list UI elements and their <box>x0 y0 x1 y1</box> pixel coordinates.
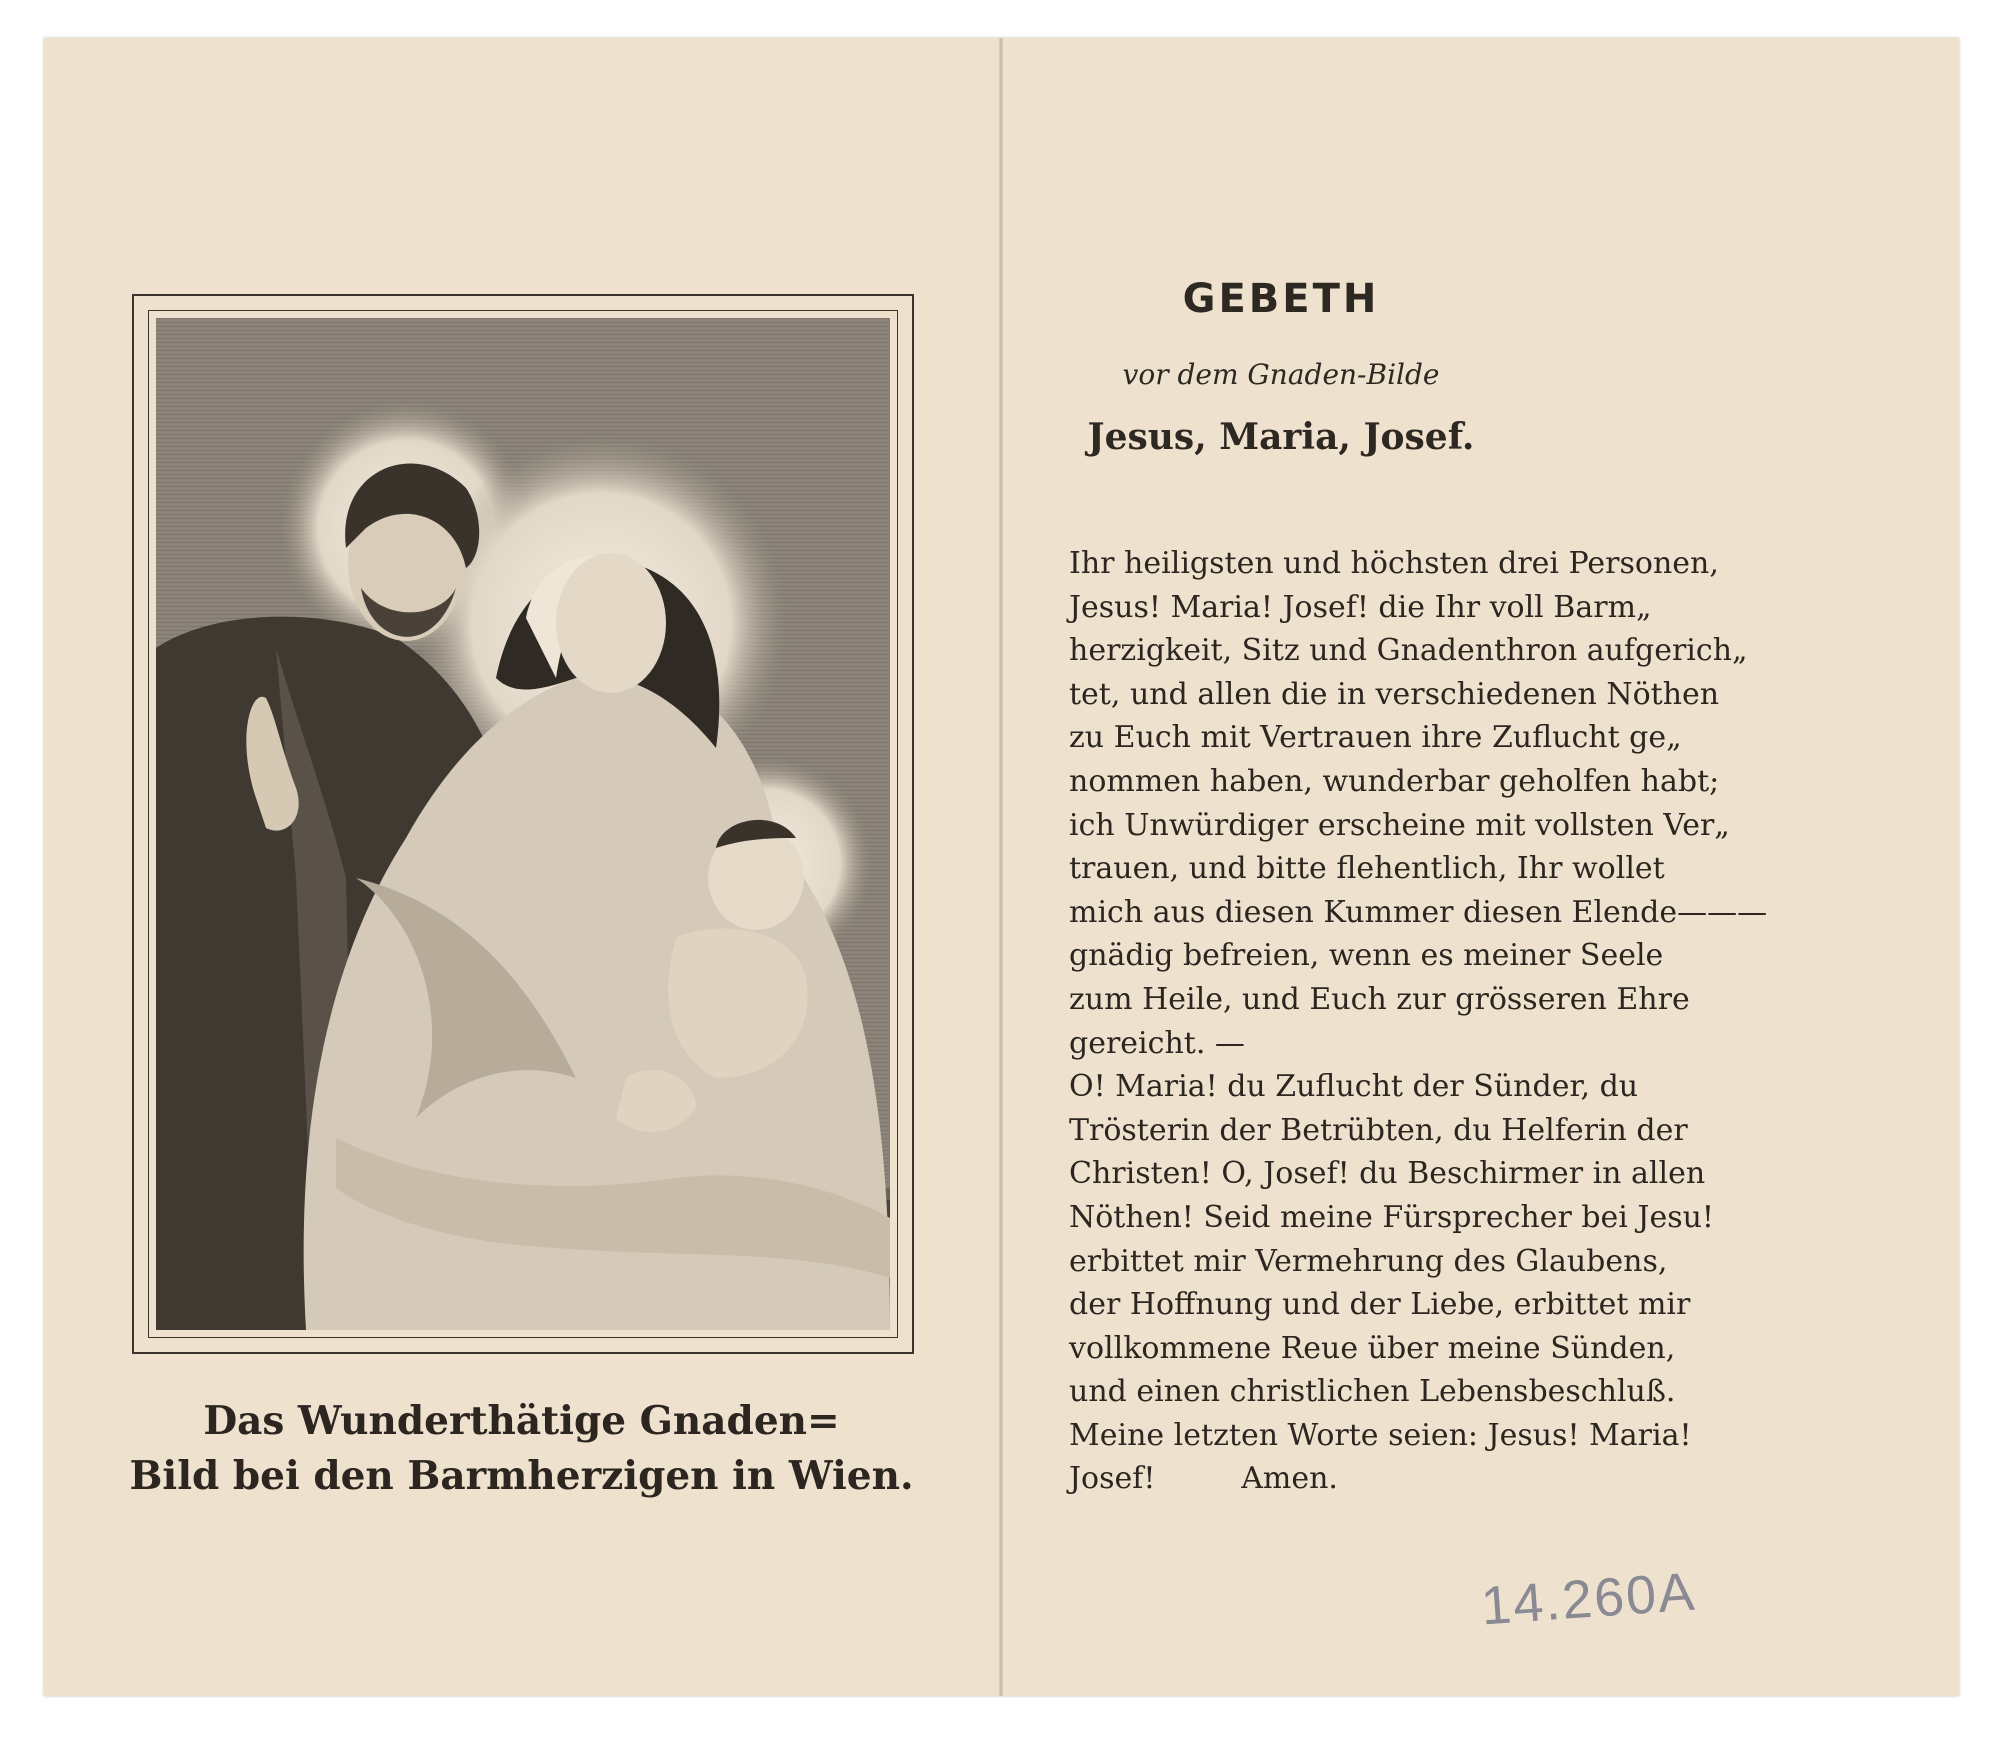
prayer-line: vollkommene Reue über meine Sünden, <box>1069 1330 1676 1366</box>
prayer-line: Ihr heiligsten und höchsten drei Personen, <box>1069 546 1719 581</box>
prayer-line: Nöthen! Seid meine Fürsprecher bei Jesu! <box>1069 1199 1714 1235</box>
prayer-line: Meine letzten Worte seien: Jesus! Maria! <box>1069 1417 1692 1453</box>
prayer-line: Jesus! Maria! Josef! die Ihr voll Barm„ <box>1069 589 1652 625</box>
right-panel <box>1003 38 1959 1696</box>
prayer-line: zum Heile, und Euch zur grösseren Ehre <box>1069 981 1690 1017</box>
prayer-line: der Hoffnung und der Liebe, erbittet mir <box>1069 1287 1691 1323</box>
prayer-line: erbittet mir Vermehrung des Glaubens, <box>1069 1243 1668 1279</box>
prayer-line: Trösterin der Betrübten, du Helferin der <box>1069 1112 1688 1148</box>
holy-family-engraving <box>156 318 890 1330</box>
prayer-line: nommen haben, wunderbar geholfen habt; <box>1069 763 1720 799</box>
prayer-line: mich aus diesen Kummer diesen Elende——— <box>1069 894 1768 930</box>
prayer-line: herzigkeit, Sitz und Gnadenthron aufgerich„ <box>1069 633 1748 669</box>
prayer-line: Josef! Amen. <box>1069 1461 1338 1497</box>
prayer-line: trauen, und bitte flehentlich, Ihr wollet <box>1069 851 1665 887</box>
prayer-subtitle: vor dem Gnaden-Bilde <box>1122 358 1440 391</box>
left-panel <box>44 38 999 1696</box>
prayer-line: ich Unwürdiger erscheine mit vollsten Ver„ <box>1069 807 1730 843</box>
prayer-card-sheet <box>44 38 1959 1696</box>
prayer-line: Christen! O, Josef! du Beschirmer in allen <box>1069 1156 1706 1192</box>
prayer-line: gnädig befreien, wenn es meiner Seele <box>1069 938 1664 974</box>
prayer-line: zu Euch mit Vertrauen ihre Zuflucht ge„ <box>1069 720 1682 756</box>
prayer-line: tet, und allen die in verschiedenen Nöthen <box>1069 676 1720 712</box>
prayer-names: Jesus, Maria, Josef. <box>1087 416 1475 458</box>
pencil-catalog-number: 14.260A <box>1479 1561 1699 1637</box>
prayer-line: O! Maria! du Zuflucht der Sünder, du <box>1069 1069 1639 1105</box>
prayer-body <box>1069 542 1889 1501</box>
caption-line-1: Das Wunderthätige Gnaden= <box>203 1398 840 1444</box>
prayer-line: und einen christlichen Lebensbeschluß. <box>1069 1374 1676 1410</box>
prayer-line: gereicht. — <box>1069 1025 1245 1061</box>
caption-line-2: Bild bei den Barmherzigen in Wien. <box>129 1453 914 1499</box>
maria-face <box>556 553 666 693</box>
prayer-title: GEBETH <box>1182 276 1380 322</box>
